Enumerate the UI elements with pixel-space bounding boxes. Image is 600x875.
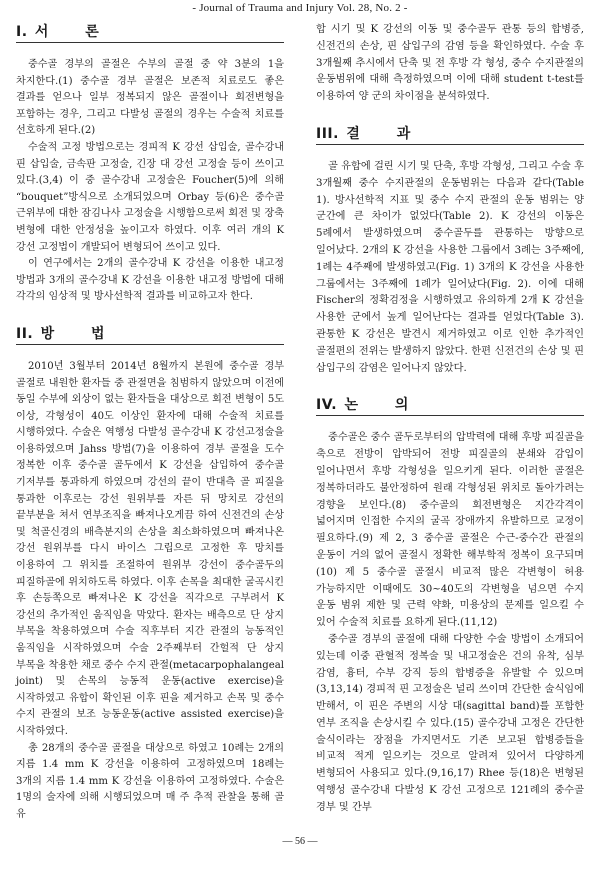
- page-number: — 56 —: [282, 836, 318, 847]
- paragraph: 중수골은 중수 골두로부터의 압박력에 대해 후방 피질골을 축으로 전방이 압박되어 전방 피질골의 분쇄와 감입이 일어나면서 후방 각형성을 일으키게 된다. 이러한 골절은 정복하더라도 불안정하여 원래 각형성된 위치로 돌아가려는 경향을 보인다.(8) 중수골의 회전변형은 지간각격이 넓어지며 인접한 수지의 굴곡 장애까지 유발하므로 교정이 필요하다.(9) 제 2, 3 중수골 골절은 수근-중수간 관절의 운동이 거의 없어 골절시 정확한 해부학적 정복이 요구되며(10) 제 5 중수골 골절시 비교적 많은 각변형이 허용 가능하지만 이때에도 30~40도의 각변형을 넘으면 수지 운동 범위 제한 및 근력 약화, 미용상의 문제를 일으킬 수 있어 수술적 치료를 요하게 된다.(11,12): [316, 432, 584, 629]
- paragraph: 골 유합에 걸린 시기 및 단축, 후방 각형성, 그리고 수술 후 3개월째 중수 수지관절의 운동범위는 다음과 같다(Table 1). 방사선학적 지표 및 중수 수지 관절의 운동 범위는 양 군간에 큰 차이가 없었다(Table 2). K 강선의 이동은 5례에서 발생하였으며 중수골두를 관통하는 방향으로 일어났다. 2개의 K 강선을 사용한 그룹에서 3례는 3주째에, 1례는 4주째에 발생하였고(Fig. 1) 3개의 K 강선을 사용한 그룹에서는 3주째에 1례가 일어났다(Fig. 2). 이에 대해 Fischer의 정확검정을 시행하였고 유의하게 2개 K 강선을 사용한 군에서 높게 일어난다는 결과를 얻었다(Table 3). 관통한 K 강선은 발견시 제거하였고 이로 인한 추가적인 골절편의 전위는 발생하지 않았다. 한편 신전건의 손상 및 핀 삽입구의 감염은 일어나지 않았다.: [316, 160, 584, 374]
- paragraph: 중수골 경부의 골절은 수부의 골절 중 약 3분의 1을 차지한다.(1) 중수골 경부 골절은 보존적 치료로도 좋은 결과를 얻으나 일부 정복되지 않은 골절이나 회전변형을 포함하는 경우, 그리고 다발성 골절의 경우는 수술적 치료를 선호하게 된다.(2): [16, 59, 284, 137]
- paragraph: 수술적 고정 방법으로는 경피적 K 강선 삽입술, 골수강내 핀 삽입술, 금속판 고정술, 긴장 대 강선 고정술 등이 쓰이고 있다.(3,4) 이 중 골수강내 고정술은 Foucher(5)에 의해 “bouquet”방식으로 소개되었으며 Orbay 등(6)은 중수골 근위부에 대한 잠김나사 고정술을 시행함으로써 회전 및 장축 변형에 대한 안정성을 높이고자 하였다. 이후 여러 개의 K 강선 고정법이 개발되어 변형되어 쓰이고 있다.: [16, 141, 284, 253]
- section-title: 결 과: [346, 125, 427, 142]
- section-heading-intro: [16, 22, 284, 43]
- left-column: [16, 22, 284, 824]
- paragraph: 합 시기 및 K 강선의 이동 및 중수골두 관통 등의 합병증, 신전건의 손상, 핀 삽입구의 감염 등을 확인하였다. 수술 후 3개월째 추시에서 단축 및 전 후방 각 형성, 중수 수지관절의 운동범위에 대해 측정하였으며 이에 대해 student t-test를 이용하여 양 군의 차이점을 분석하였다.: [316, 24, 584, 103]
- right-column: [316, 22, 584, 817]
- section-title: 논 의: [344, 397, 425, 414]
- section-number: I.: [16, 24, 28, 40]
- section-number: II.: [16, 325, 34, 342]
- section-heading-results: [316, 124, 584, 145]
- paragraph: 이 연구에서는 2개의 골수강내 K 강선을 이용한 내고정 방법과 3개의 골수강내 K 강선을 이용한 내고정 방법에 대해 각각의 임상적 및 방사선학적 결과를 비교하고자 한다.: [16, 258, 284, 303]
- paragraph: 2010년 3월부터 2014년 8월까지 본원에 중수골 경부 골절로 내원한 환자들 중 관절면을 침범하지 않았으며 이전에 동일 수부에 외상이 없는 환자들을 대상으로 회전 변형이 5도 이상, 각형성이 40도 이상인 환자에 대해 수술적 치료를 시행하였다. 수술은 역행성 다발성 골수강내 K 강선고정술을 이용하였으며 Jahss 방법(7)을 이용하여 경부 골절을 도수 정복한 이후 중수골 골두에서 K 강선을 삽입하여 중수골 기저부를 통과하게 하였으며 강선의 끝이 반대측 골 피질을 통과한 이후로는 강선 원위부를 자른 뒤 망치로 강선의 끝부분을 쳐서 연부조직을 빠져나오게끔 하여 신전건의 손상 및 척골신경의 배측분지의 손상을 최소화하였으며 빠져나온 강선 원위부를 다시 바이스 그립으로 고정한 후 망치를 이용하여 그 위치를 조절하여 원위부 강선이 중수골두의 피질하골에 위치하도록 하였다. 이후 손목을 최대한 굴곡시킨 후 손등쪽으로 빠져나온 K 강선을 직각으로 구부려서 K 강선의 추가적인 움직임을 막았다. 환자는 배측으로 단 상지 부목을 착용하였으며 수술 직후부터 지간 관절의 능동적인 움직임을 시작하였으며 수술 2주째부터 간헐적 단 상지 부목을 착용한 채로 중수 수지 관절(metacarpophalangeal joint) 및 손목의 능동적 운동(active exercise)을 시작하였고 유합이 확인된 이후 핀을 제거하고 손목 및 중수 수지 관절의 보조 능동운동(active assisted exercise)을 시작하였다.: [16, 360, 284, 737]
- section-number: IV.: [316, 397, 338, 414]
- running-header: - Journal of Trauma and Injury Vol. 28, No. 2 -: [192, 2, 408, 14]
- paragraph: 중수골 경부의 골절에 대해 다양한 수술 방법이 소개되어 있는데 이중 관혈적 정복술 및 내고정술은 건의 유착, 심부 감염, 흉터, 수부 강직 등의 합병증을 유발할 수 있으며(3,13,14) 경피적 핀 고정술은 널리 쓰이며 간단한 술식임에 반해서, 이 핀은 주변의 시상 대(sagittal band)를 포함한 연부 조직을 손상시킬 수 있다.(15) 골수강내 고정은 간단한 술식이라는 장점을 가지면서도 기존 보고된 합병증들을 비교적 적게 일으키는 것으로 알려져 있어서 다양하게 변형되어 사용되고 있다.(9,16,17) Rhee 등(18)은 변형된 역행성 골수강내 다발성 K 강선 고정으로 121례의 중수골 경부 및 간부: [316, 633, 584, 813]
- paragraph: 총 28개의 중수골 골절을 대상으로 하였고 10례는 2개의 지름 1.4 mm K 강선을 이용하여 고정하였으며 18례는 3개의 지름 1.4 mm K 강선을 이용하여 고정하였다. 수술은 1명의 술자에 의해 시행되었으며 매 주 추적 관찰을 통해 골 유: [16, 742, 284, 820]
- section-number: III.: [316, 125, 339, 142]
- section-heading-discussion: [316, 395, 584, 416]
- section-title: 서 론: [34, 24, 115, 40]
- section-heading-methods: [16, 324, 284, 345]
- section-title: 방 법: [40, 325, 121, 342]
